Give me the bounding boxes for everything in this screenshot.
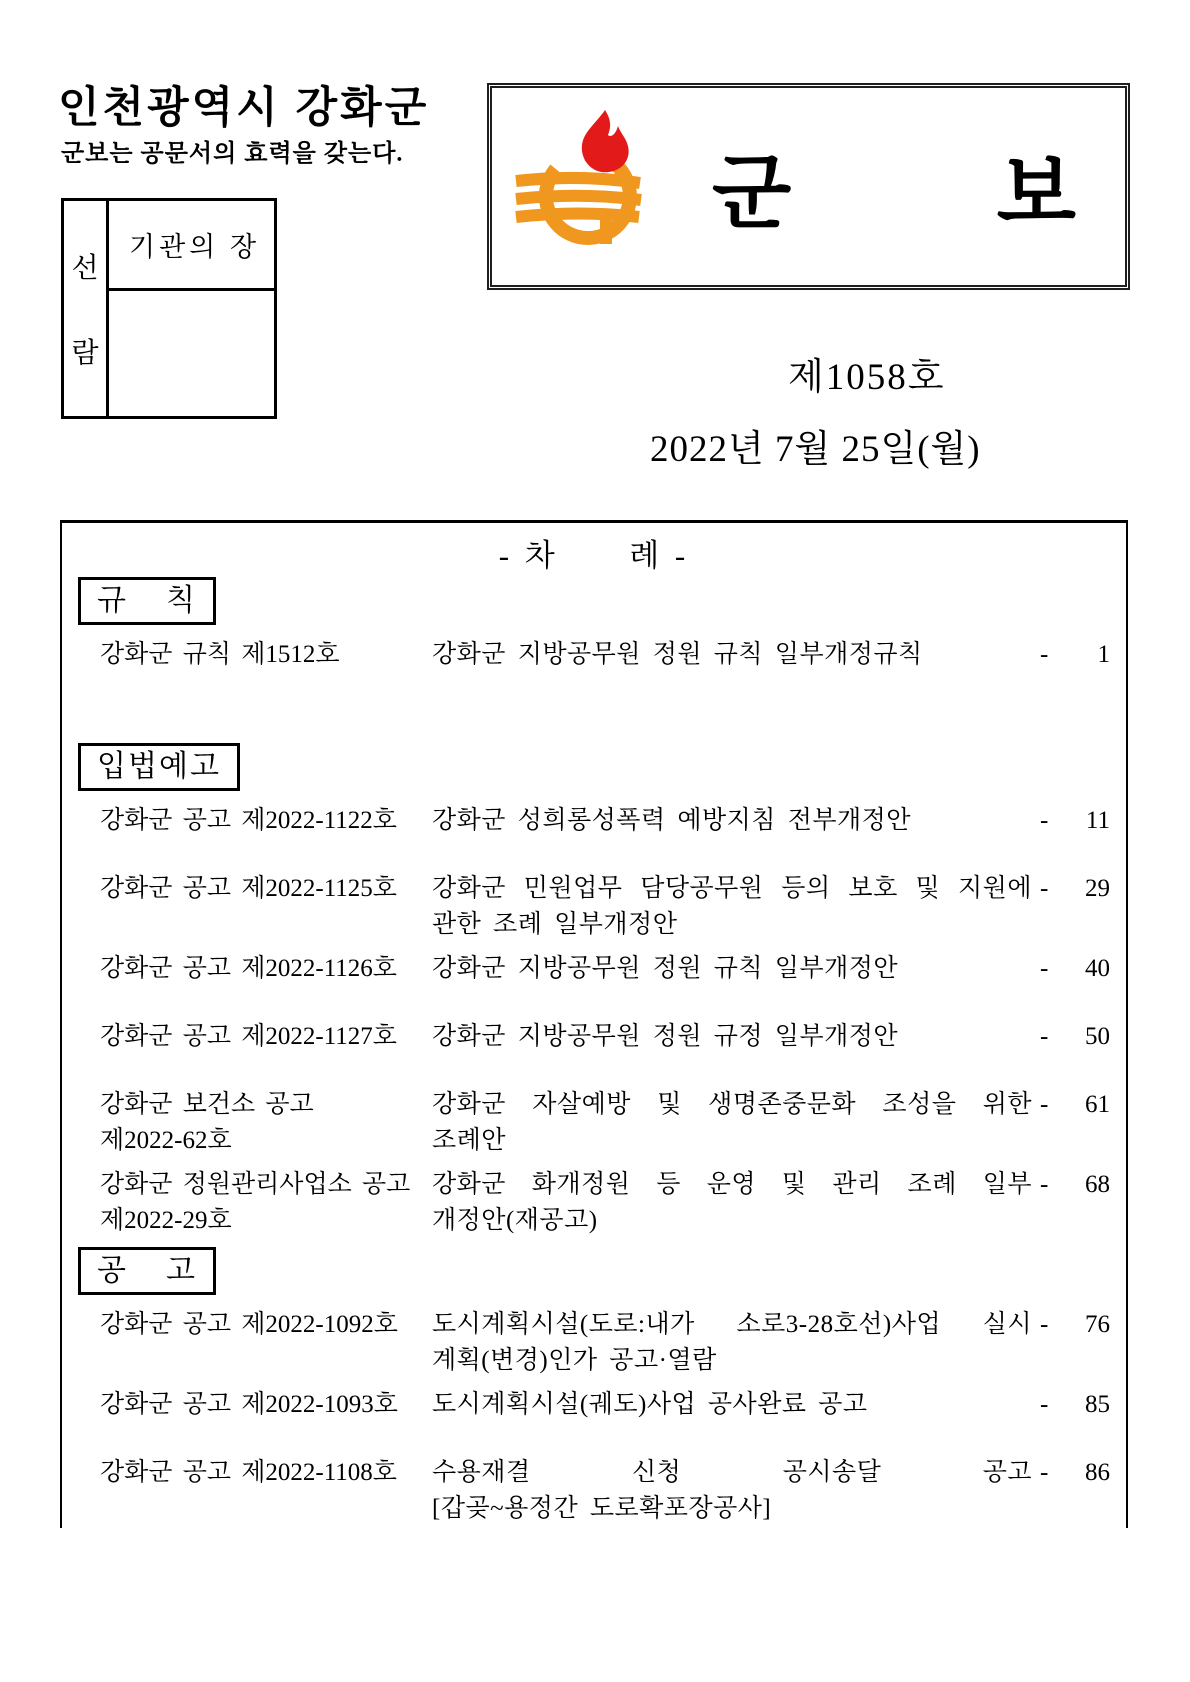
entry-page-group — [1032, 1455, 1126, 1491]
entry-page-group — [1032, 1387, 1126, 1423]
entry-title: 강화군 지방공무원 정원 규칙 일부개정규칙 — [432, 641, 923, 668]
entry-page-number: 68 — [1085, 1171, 1110, 1198]
gazette-title-char-1: 군 — [712, 148, 792, 239]
section-label: 규 칙 — [78, 577, 216, 625]
entry-title: 강화군 자살예방 및 생명존중문화 조성을 위한 조례안 — [432, 1091, 1032, 1154]
entry-page-group — [1032, 951, 1126, 987]
toc-section-1 — [62, 577, 1126, 673]
entry-doc-no: 강화군 공고 제2022-1092호 — [100, 1311, 398, 1338]
entry-doc-no: 강화군 공고 제2022-1122호 — [100, 807, 397, 834]
issue-date: 2022년 7월 25일(월) — [650, 429, 981, 470]
entry-doc-no: 강화군 규칙 제1512호 — [100, 641, 340, 668]
entry-dash: - — [1040, 1459, 1049, 1486]
entry-title: 강화군 민원업무 담당공무원 등의 보호 및 지원에 관한 조례 일부개정안 — [432, 875, 1032, 938]
approval-side-char-2: 람 — [71, 338, 99, 369]
entry-dash: - — [1040, 1091, 1049, 1118]
toc-entry — [62, 1087, 1126, 1159]
entry-doc-no: 강화군 공고 제2022-1127호 — [100, 1023, 397, 1050]
entry-dash: - — [1040, 1391, 1049, 1418]
toc-entry — [62, 951, 1126, 987]
entry-title: 강화군 지방공무원 정원 규칙 일부개정안 — [432, 955, 899, 982]
entry-page-number: 76 — [1085, 1311, 1110, 1338]
entry-title: 도시계획시설(궤도)사업 공사완료 공고 — [432, 1391, 868, 1418]
entry-dash: - — [1040, 875, 1049, 902]
publisher-title: 인천광역시 강화군 — [58, 84, 430, 132]
gazette-title-box — [487, 83, 1130, 290]
entry-page-group — [1032, 871, 1126, 907]
toc-entry — [62, 1307, 1126, 1379]
entry-title: 강화군 성희롱성폭력 예방지침 전부개정안 — [432, 807, 911, 834]
entry-doc-no: 강화군 공고 제2022-1126호 — [100, 955, 397, 982]
entry-title: 도시계획시설(도로:내가 소로3-28호선)사업 실시 계획(변경)인가 공고·열람 — [432, 1311, 1032, 1374]
gazette-title — [712, 88, 1076, 285]
toc-entry — [62, 1167, 1126, 1239]
toc-entry — [62, 871, 1126, 943]
entry-page-group — [1032, 1019, 1126, 1055]
entry-page-group — [1032, 1307, 1126, 1343]
toc-sections — [62, 577, 1126, 1527]
entry-page-group — [1032, 1087, 1126, 1123]
issue-number: 제1058호 — [788, 357, 946, 398]
entry-page-number: 29 — [1085, 875, 1110, 902]
approval-signature-cell — [109, 291, 274, 416]
entry-doc-no: 강화군 공고 제2022-1108호 — [100, 1459, 397, 1486]
entry-title: 수용재결 신청 공시송달 공고 [갑곶~용정간 도로확포장공사] — [432, 1459, 1032, 1522]
toc-box — [60, 520, 1128, 1528]
toc-entry — [62, 1455, 1126, 1527]
entry-page-number: 1 — [1097, 641, 1110, 668]
entry-doc-no: 강화군 정원관리사업소 공고 제2022-29호 — [100, 1171, 411, 1234]
entry-doc-no: 강화군 보건소 공고 제2022-62호 — [100, 1091, 314, 1154]
entry-title: 강화군 화개정원 등 운영 및 관리 조례 일부 개정안(재공고) — [432, 1171, 1032, 1234]
toc-section-2 — [62, 705, 1126, 1239]
entry-page-number: 50 — [1085, 1023, 1110, 1050]
entry-page-number: 11 — [1085, 807, 1110, 834]
county-emblem-icon — [510, 104, 660, 269]
approval-side-label — [64, 201, 109, 416]
toc-entry — [62, 1387, 1126, 1423]
toc-entry — [62, 1019, 1126, 1055]
gazette-tagline: 군보는 공문서의 효력을 갖는다. — [61, 141, 404, 167]
entry-page-number: 61 — [1085, 1091, 1110, 1118]
entry-dash: - — [1040, 641, 1049, 668]
entry-dash: - — [1040, 1311, 1049, 1338]
entry-page-group — [1032, 803, 1126, 839]
toc-section-3 — [62, 1247, 1126, 1527]
entry-dash: - — [1040, 1023, 1049, 1050]
entry-page-number: 86 — [1085, 1459, 1110, 1486]
entry-dash: - — [1040, 955, 1049, 982]
toc-entry — [62, 637, 1126, 673]
approval-header-cell: 기관의 장 — [109, 201, 274, 291]
approval-main-column — [109, 201, 274, 416]
entry-title: 강화군 지방공무원 정원 규정 일부개정안 — [432, 1023, 899, 1050]
entry-doc-no: 강화군 공고 제2022-1125호 — [100, 875, 397, 902]
section-label: 입법예고 — [78, 743, 240, 791]
section-label: 공 고 — [78, 1247, 216, 1295]
approval-side-char-1: 선 — [71, 253, 99, 284]
gazette-title-char-2: 보 — [996, 148, 1076, 239]
entry-page-group — [1032, 1167, 1126, 1203]
toc-entry — [62, 803, 1126, 839]
toc-title: - 차 례 - — [498, 538, 690, 573]
approval-table — [61, 198, 277, 419]
entry-doc-no: 강화군 공고 제2022-1093호 — [100, 1391, 398, 1418]
entry-page-number: 85 — [1085, 1391, 1110, 1418]
entry-dash: - — [1040, 807, 1049, 834]
entry-dash: - — [1040, 1171, 1049, 1198]
entry-page-group — [1032, 637, 1126, 673]
entry-page-number: 40 — [1085, 955, 1110, 982]
